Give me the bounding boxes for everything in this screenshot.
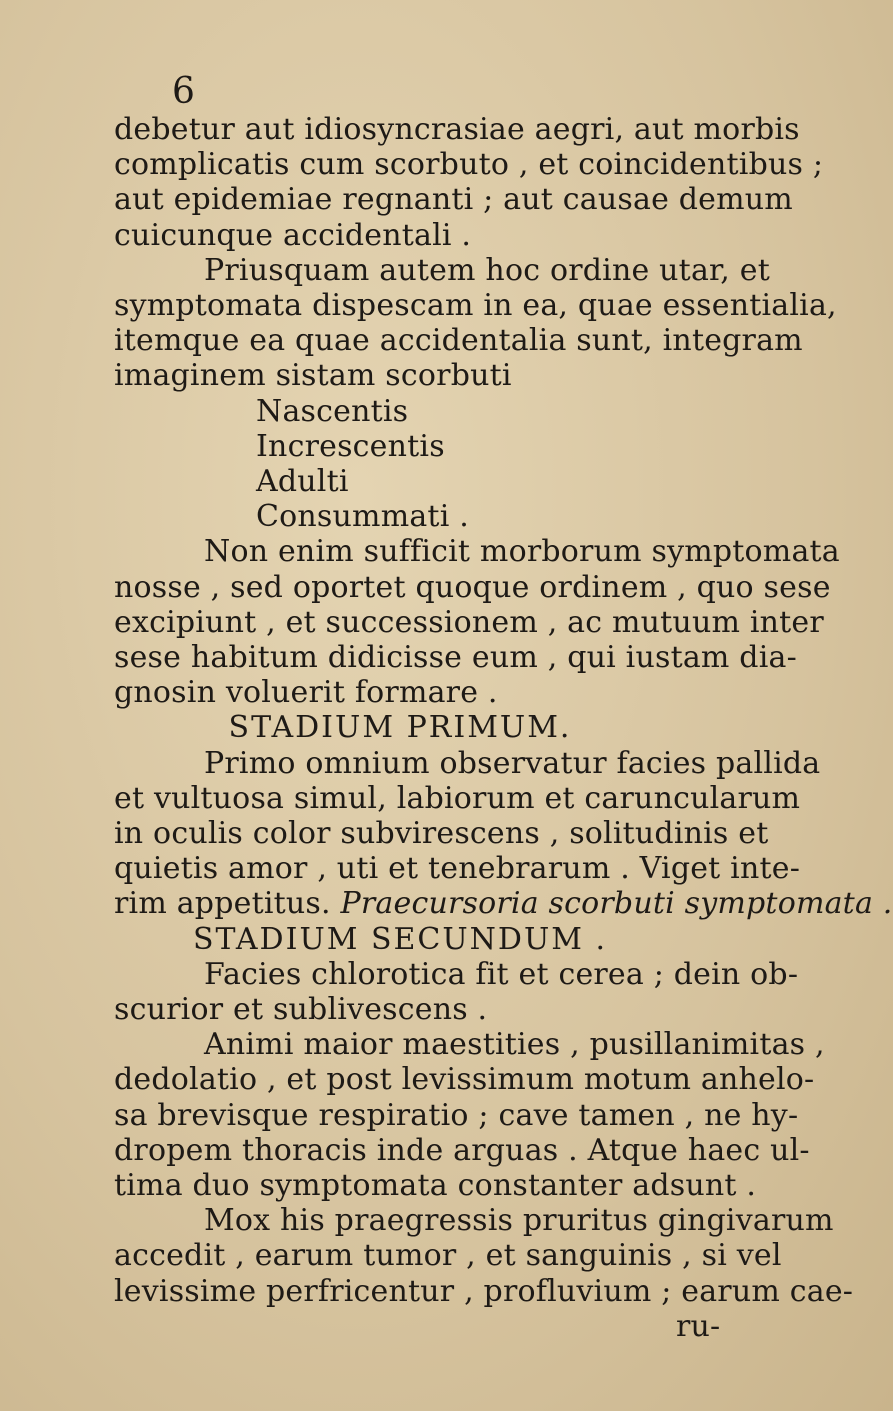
text-line: complicatis cum scorbuto , et coincidentibus ; bbox=[114, 147, 824, 183]
text-line: levissime perfricentur , profluvium ; earum cae- bbox=[114, 1273, 854, 1309]
paragraph-start: Primo omnium observatur facies pallida bbox=[204, 745, 821, 781]
text-line bbox=[114, 886, 893, 921]
paragraph-start: Mox his praegressis pruritus gingivarum bbox=[204, 1203, 834, 1239]
text-line: aut epidemiae regnanti ; aut causae demum bbox=[114, 182, 793, 218]
text-line: cuicunque accidentali . bbox=[114, 217, 472, 253]
text-line: et vultuosa simul, labiorum et caruncularum bbox=[114, 780, 801, 816]
section-heading: STADIUM SECUNDUM . bbox=[192, 921, 608, 957]
text-line: quietis amor , uti et tenebrarum . Viget inte- bbox=[114, 851, 801, 887]
text-line: dropem thoracis inde arguas . Atque haec ul- bbox=[114, 1132, 810, 1168]
text-line: debetur aut idiosyncrasiae aegri, aut morbis bbox=[114, 112, 800, 147]
catchword: ru- bbox=[676, 1308, 721, 1344]
text-line: tima duo symptomata constanter adsunt . bbox=[114, 1168, 757, 1203]
text-line: sa brevisque respiratio ; cave tamen , ne hy- bbox=[114, 1097, 799, 1133]
text-line: excipiunt , et successionem , ac mutuum inter bbox=[114, 604, 824, 640]
paragraph-start: Priusquam autem hoc ordine utar, et bbox=[204, 252, 770, 288]
stage-list-item: Nascentis bbox=[256, 393, 409, 429]
text-line: symptomata dispescam in ea, quae essentialia, bbox=[114, 288, 837, 323]
section-heading: STADIUM PRIMUM. bbox=[228, 710, 572, 746]
text-run: rim appetitus. bbox=[114, 886, 331, 922]
page-number: 6 bbox=[172, 71, 195, 112]
stage-list-item: Adulti bbox=[256, 464, 349, 499]
stage-list-item: Increscentis bbox=[256, 428, 445, 464]
text-line: scurior et sublivescens . bbox=[114, 992, 488, 1027]
paragraph-start: Facies chlorotica fit et cerea ; dein ob- bbox=[204, 956, 799, 992]
paragraph-start: Non enim sufficit morborum symptomata bbox=[204, 534, 840, 570]
text-line: itemque ea quae accidentalia sunt, integram bbox=[114, 323, 803, 359]
paragraph-start: Animi maior maestities , pusillanimitas , bbox=[204, 1027, 825, 1063]
text-line: sese habitum didicisse eum , qui iustam dia- bbox=[114, 640, 797, 675]
italic-caption: Praecursoria scorbuti symptomata . bbox=[340, 886, 893, 922]
stage-list-item: Consummati . bbox=[256, 499, 469, 535]
text-line: nosse , sed oportet quoque ordinem , quo sese bbox=[114, 569, 831, 605]
text-line: gnosin voluerit formare . bbox=[114, 675, 498, 711]
text-line: in oculis color subvirescens , solitudinis et bbox=[114, 816, 769, 851]
text-line: dedolatio , et post levissimum motum anhelo- bbox=[114, 1062, 815, 1098]
text-line: imaginem sistam scorbuti bbox=[114, 358, 512, 394]
text-line: accedit , earum tumor , et sanguinis , si vel bbox=[114, 1238, 782, 1274]
